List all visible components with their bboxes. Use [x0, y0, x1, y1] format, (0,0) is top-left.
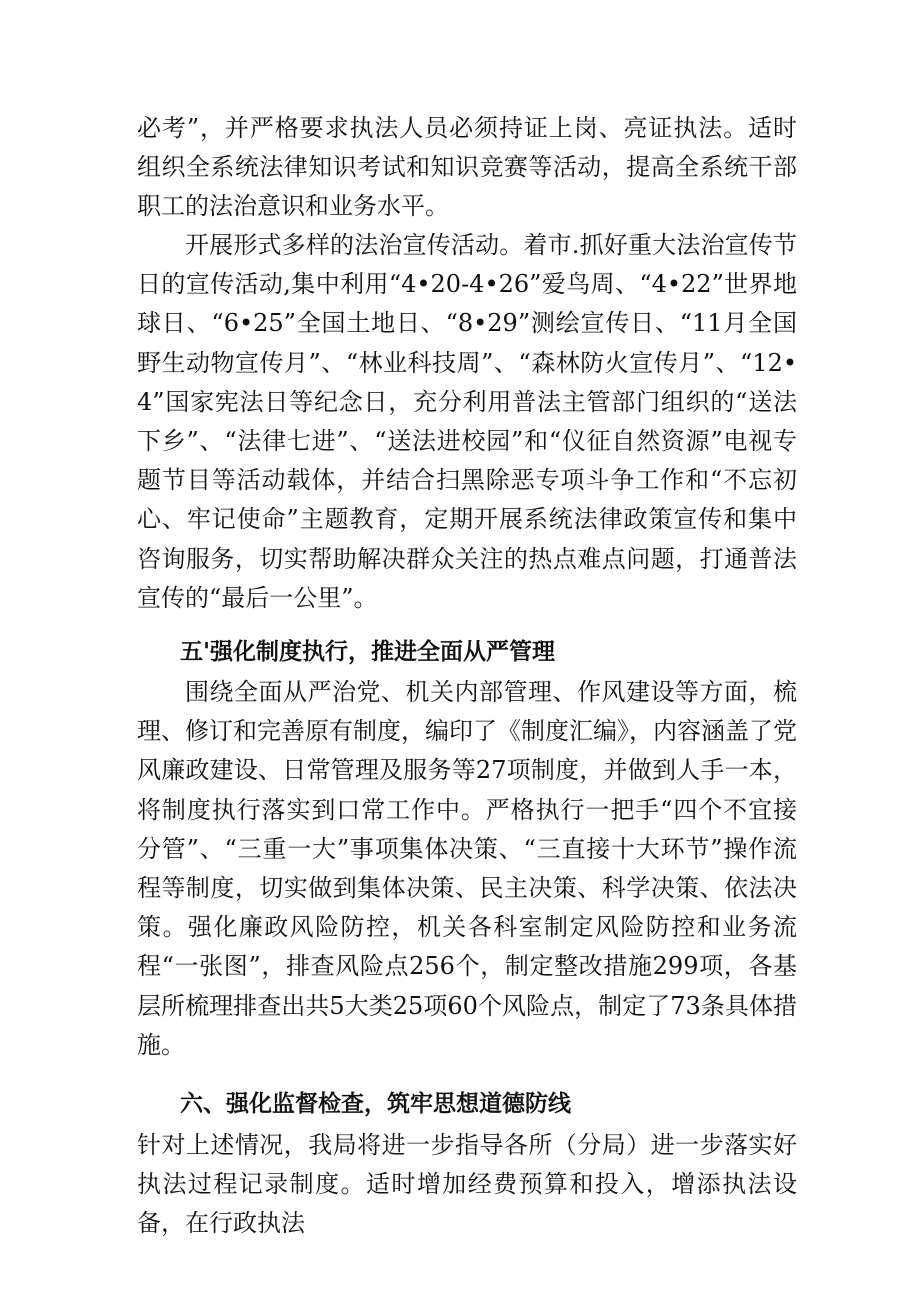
- section-heading-6: 六、强化监督检查，筑牢思想道德防线: [180, 1091, 571, 1117]
- section-heading-5: 五'强化制度执行，推进全面从严管理: [180, 639, 556, 665]
- paragraph-legal-publicity: 开展形式多样的法治宣传活动。着市.抓好重大法治宣传节日的宣传活动,集中利用“4•20-4•26”爱鸟周、“4•22”世界地球日、“6•25”全国土地日、“8•29”测绘宣传日、“11月全国野生动物宣传月”、“林业科技周”、“森林防火宣传月”、“12•4”国家宪法日等纪念日，充分利用普法主管部门组织的“送法下乡”、“法律七进”、“送法进校园”和“仪征自然资源”电视专题节目等活动载体，并结合扫黑除恶专项斗争工作和“不忘初心、牢记使命”主题教育，定期开展系统法律政策宣传和集中咨询服务，切实帮助解决群众关注的热点难点问题，打通普法宣传的“最后一公里”。: [137, 231, 797, 612]
- paragraph-supervision: 针对上述情况，我局将进一步指导各所（分局）进一步落实好执法过程记录制度。适时增加经费预算和投入，增添执法设备，在行政执法: [137, 1131, 797, 1238]
- paragraph-system-execution: 围绕全面从严治党、机关内部管理、作风建设等方面，梳理、修订和完善原有制度，编印了《制度汇编》，内容涵盖了党风廉政建设、日常管理及服务等27项制度，并做到人手一本，将制度执行落实到口常工作中。严格执行一把手“四个不宜接分管”、“三重一大”事项集体决策、“三直接十大环节”操作流程等制度，切实做到集体决策、民主决策、科学决策、依法决策。强化廉政风险防控，机关各科室制定风险防控和业务流程“一张图”，排查风险点256个，制定整改措施299项，各基层所梳理排查出共5大类25项60个风险点，制定了73条具体措施。: [137, 678, 797, 1059]
- paragraph-legal-training: 必考”，并严格要求执法人员必须持证上岗、亮证执法。适时组织全系统法律知识考试和知识竞赛等活动，提高全系统干部职工的法治意识和业务水平。: [137, 114, 797, 221]
